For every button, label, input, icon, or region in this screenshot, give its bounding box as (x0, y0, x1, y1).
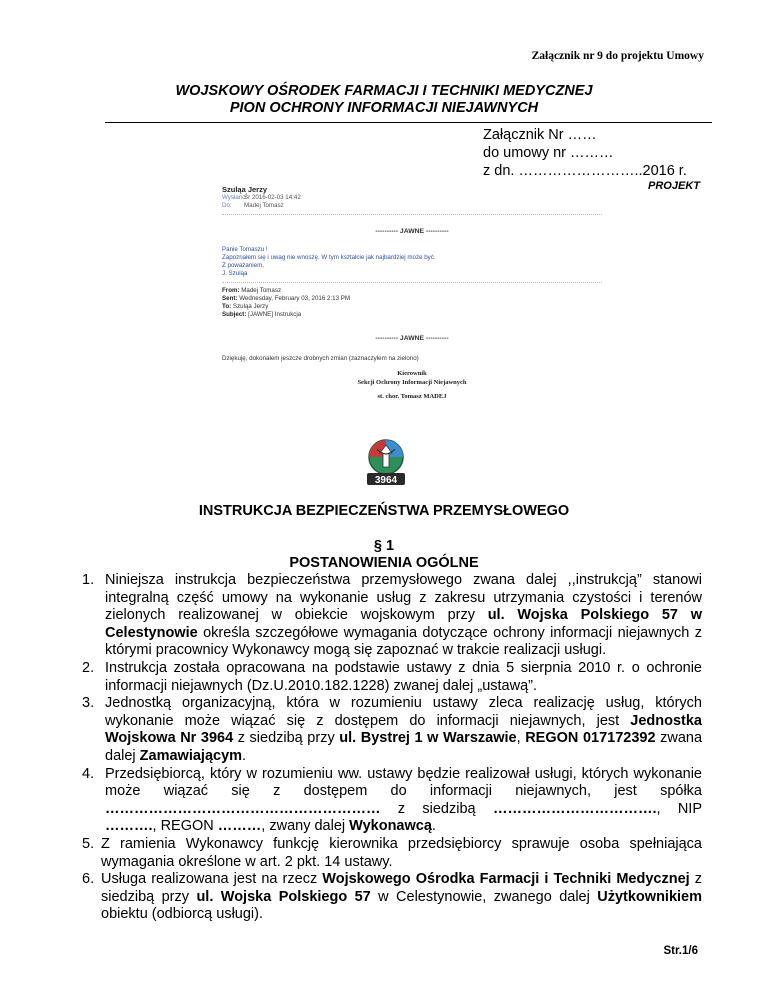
signature-unit: Sekcji Ochrony Informacji Niejawnych (357, 379, 467, 386)
provision-item (82, 766, 702, 836)
attachment-label: Załącznik nr 9 do projektu Umowy (531, 50, 704, 62)
org-name: WOJSKOWY OŚRODEK FARMACJI I TECHNIKI MEDYCZNEJ (175, 83, 593, 99)
email-body-line: Z poważaniem, (222, 262, 264, 269)
signature-title: Kierownik (397, 370, 427, 377)
provision-number: 6. (82, 871, 95, 888)
document-title: INSTRUKCJA BEZPIECZEŃSTWA PRZEMYSŁOWEGO (198, 503, 570, 519)
email-body-line: J. Szuląa (222, 270, 248, 277)
draft-marker: PROJEKT (648, 180, 700, 192)
provision-item (82, 695, 702, 765)
provision-item (82, 871, 702, 924)
general-provisions-list (82, 572, 702, 924)
email-from-value: Madej Tomasz (241, 287, 282, 294)
provision-number: 2. (82, 659, 95, 676)
email-subject-row (222, 311, 602, 319)
annex-reference (483, 126, 687, 180)
org-department: PION OCHRONY INFORMACJI NIEJAWNYCH (229, 100, 539, 116)
email-to2-row (222, 303, 602, 311)
provision-text: Przedsiębiorcą, który w rozumieniu ww. ustawy będzie realizował usługi, których wykonanie może wiązać się z dostępem do informacji niejawnych, jest spółka ………………………………………………… z siedzibą ……………………………., NIP ………., REGON ………, zwany dalej Wykonawcą. (105, 765, 702, 835)
provision-text: Jednostką organizacyjną, która w rozumieniu ustawy zleca realizację usług, których wykonanie może wiązać się z dostępem do informacji niejawnych, jest Jednostka Wojskowa Nr 3964 z siedzibą przy ul. Bystrej 1 w Warszawie, REGON 017172392 zwana dalej Zamawiającym. (105, 695, 703, 764)
page-number: Str.1/6 (663, 945, 698, 957)
email-reply-text: Dziękuję, dokonałem jeszcze drobnych zmian (zaznaczyłem na zielono) (222, 355, 419, 362)
email-from-label: From: (222, 287, 240, 294)
header-divider (105, 122, 712, 123)
provision-item (82, 572, 702, 660)
unit-emblem-icon (355, 437, 417, 487)
email-sent-value: Śr 2016-02-03 14:42 (244, 194, 301, 201)
section-title: POSTANOWIENIA OGÓLNE (289, 555, 479, 571)
provision-number: 5. (82, 835, 95, 852)
signature-name: st. chor. Tomasz MADEJ (377, 393, 447, 400)
email-to-row (222, 202, 602, 210)
email-sent-row (222, 194, 602, 202)
organization-header (0, 83, 768, 117)
classification-marker: ---------- JAWNE ---------- (375, 335, 449, 342)
email-sent-label: Wysłano: (222, 194, 248, 201)
email-to2-value: Szuląa Jerzy (232, 303, 269, 310)
email-from-row (222, 287, 602, 295)
provision-item (82, 660, 702, 695)
provision-item (82, 836, 702, 871)
email-sent2-value: Wednesday, February 03, 2016 2:13 PM (239, 295, 351, 302)
provision-number: 4. (82, 765, 95, 782)
provision-text: Z ramienia Wykonawcy funkcję kierownika przedsiębiorcy sprawuje osoba spełniająca wymagania określone w art. 2 pkt. 14 ustawy. (101, 835, 702, 870)
contract-number: do umowy nr ……… (483, 145, 614, 161)
email-separator (222, 214, 602, 215)
section-number: § 1 (373, 538, 395, 554)
email-to-value: Madej Tomasz (244, 202, 284, 209)
provision-number: 1. (82, 572, 95, 588)
provision-text: Niniejsza instrukcja bezpieczeństwa przemysłowego zwana dalej ,,instrukcją” stanowi integralną część umowy na wykonanie usług z zakresu utrzymania czystości i terenów zielonych realizowanej w obiekcie wojskowym przy ul. Wojska Polskiego 57 w Celestynowie określa szczegółowe wymagania dotyczące ochrony informacji niejawnych z którymi pracownicy Wykonawcy mogą się zapoznać w trakcie realizacji usługi. (105, 572, 702, 659)
email-greeting: Panie Tomaszu ! (222, 246, 268, 253)
email-to-label: Do: (222, 202, 232, 209)
email-subject-value: [JAWNE] Instrukcja (248, 311, 302, 318)
emblem-number: 3964 (374, 475, 398, 486)
email-sent2-label: Sent: (222, 295, 238, 302)
email-to2-label: To: (222, 303, 232, 310)
provision-text: Instrukcja została opracowana na podstawie ustawy z dnia 5 sierpnia 2010 r. o ochronie informacji niejawnych (Dz.U.2010.182.1228) zwanej dalej „ustawą”. (105, 659, 702, 694)
embedded-email-image (222, 186, 602, 401)
email-body-line: Zapoznałem się i uwag nie wnoszę. W tym kształcie jak najbardziej może być. (222, 254, 436, 261)
provision-number: 3. (82, 695, 95, 712)
provision-text: Usługa realizowana jest na rzecz Wojskowego Ośrodka Farmacji i Techniki Medycznej z siedzibą przy ul. Wojska Polskiego 57 w Celestynowie, zwanego dalej Użytkownikiem obiektu (odbiorcą usługi). (101, 871, 702, 923)
email-subject-label: Subject: (222, 311, 247, 318)
annex-number: Załącznik Nr …… (483, 127, 597, 143)
contract-date: z dn. ……………………..2016 r. (483, 163, 687, 179)
email-sent2-row (222, 295, 602, 303)
email-sender: Szuląa Jerzy (222, 185, 268, 194)
classification-marker: ---------- JAWNE ---------- (375, 228, 449, 235)
email-separator (222, 282, 602, 283)
